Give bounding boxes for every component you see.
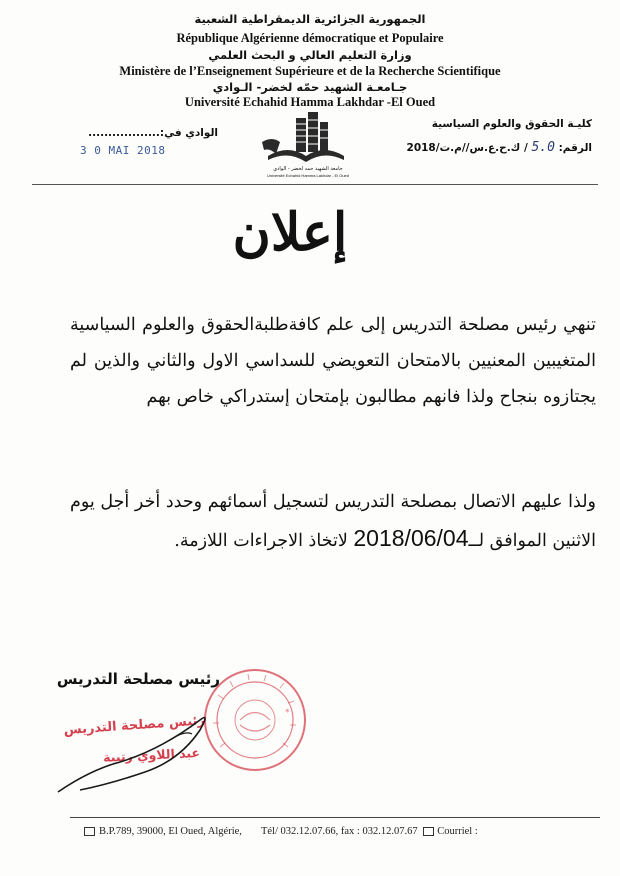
logo-caption-ar: جامعة الشهيد حمه لخضر - الوادي (273, 166, 343, 172)
footer-email-label: Courriel : (437, 826, 478, 837)
date-stamp: 3 0 MAI 2018 (80, 144, 166, 157)
svg-text:*: * (285, 708, 290, 718)
stamp-title: رئيس مصلحة التدريس (63, 713, 206, 739)
republic-ar: الجمهورية الجزائرية الديمقراطية الشعبية (194, 12, 426, 26)
announcement-title: إعلان (232, 202, 348, 263)
university-fr: Université Echahid Hamma Lakhdar -El Oued (184, 95, 436, 109)
footer-divider (70, 817, 600, 818)
faculty-name: كليـة الحقوق والعلوم السياسية (431, 118, 592, 130)
footer-address-row (84, 826, 478, 837)
footer-phone: Tél/ 032.12.07.66, fax : 032.12.07.67 (260, 826, 418, 837)
mail-icon (423, 827, 434, 836)
reference-number: 5.0 (531, 140, 555, 155)
body-paragraph-2-start: ولذا عليهم الاتصال بمصلحة التدريس لتسجيل أسمائهم وحدد أخر أجل يوم الاثنين الموافق لــ (70, 492, 596, 551)
handwritten-signature (50, 700, 220, 800)
signature-scribble-icon (50, 700, 220, 800)
body-paragraph-2 (70, 484, 596, 559)
logo-caption-fr: Université Echahid Hamma Lakhdar - El Oued (266, 173, 350, 178)
republic-fr: République Algérienne démocratique et Populaire (176, 31, 444, 45)
place-date-label: الوادي في:.................. (88, 127, 218, 139)
stamp-name: عبد اللاوي رتيبة (102, 744, 201, 765)
reference-line (380, 140, 592, 155)
ministry-fr: Ministère de l’Enseignement Supérieure et de la Recherche Scientifique (119, 64, 501, 78)
body-paragraph-1: تنهي رئيس مصلحة التدريس إلى علم كافةطلبةالحقوق والعلوم السياسية المتغيبين المعنيين بالامتحان التعويضي للسداسي الاول والثاني والذين لم يجتازوه بنجاح ولذا فانهم مطالبون بإمتحان إستدراكي خاص بهم (70, 315, 596, 407)
footer-address: B.P.789, 39000, El Oued, Algérie, (99, 826, 242, 837)
mailbox-icon (84, 827, 95, 836)
reference-label: الرقم: (558, 142, 592, 154)
reference-suffix: / ك.ح.ع.س//م.ت/2018 (406, 142, 528, 154)
header-divider (32, 184, 598, 185)
ministry-ar: وزارة التعليم العالي و البحث العلمي (208, 48, 412, 62)
body-paragraph-2-end: لاتخاذ الاجراءات اللازمة. (174, 531, 348, 551)
deadline-date: 2018/06/04 (353, 525, 469, 551)
university-ar: جـامعـة الشهيد حمّه لخضر- الـوادي (212, 80, 408, 94)
signature-role: رئيس مصلحة التدريس (56, 670, 220, 688)
